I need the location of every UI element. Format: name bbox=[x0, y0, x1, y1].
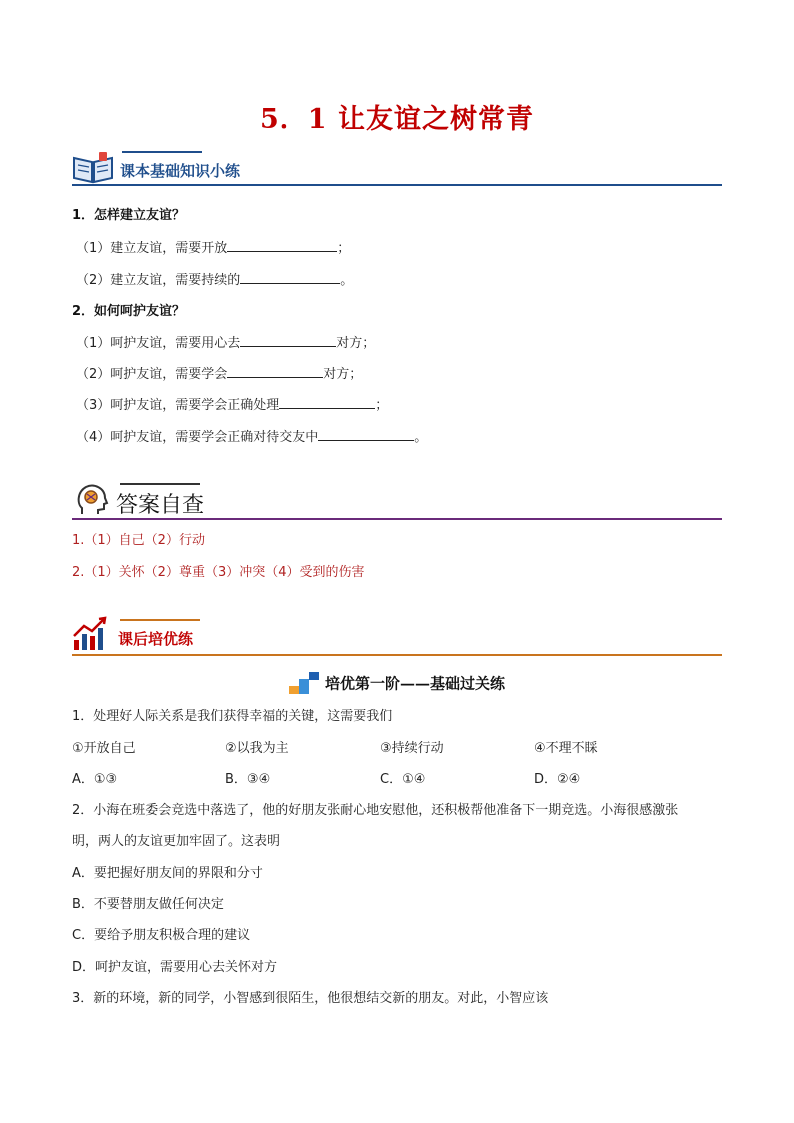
answer-blank[interactable] bbox=[240, 269, 340, 284]
header-accent-bar bbox=[120, 619, 200, 621]
section-header-answers bbox=[72, 480, 722, 520]
header-divider bbox=[72, 518, 722, 520]
fill-blank-item: （1）建立友谊，需要开放 ； bbox=[76, 237, 350, 256]
choice-item: ④不理不睬 bbox=[534, 741, 598, 756]
section-title: 课本基础知识小练 bbox=[120, 162, 241, 180]
choice-item: ③持续行动 bbox=[380, 741, 444, 756]
option-a[interactable]: A．①③ bbox=[72, 772, 118, 787]
page-title: 5．1 让友谊之树常青 bbox=[260, 104, 534, 135]
option-c[interactable]: C．①④ bbox=[380, 772, 426, 787]
question-stem-continued: 明，两人的友谊更加牢固了。这表明 bbox=[72, 834, 281, 849]
stage-heading: 培优第一阶——基础过关练 bbox=[0, 672, 794, 694]
growth-chart-icon bbox=[72, 616, 108, 652]
fill-blank-item: （2）呵护友谊，需要学会 对方； bbox=[76, 363, 362, 382]
steps-icon bbox=[289, 672, 319, 694]
answer-blank[interactable] bbox=[240, 332, 336, 347]
header-divider bbox=[72, 654, 722, 656]
option-d[interactable]: D．②④ bbox=[534, 772, 581, 787]
section-header-basics bbox=[72, 146, 722, 186]
fill-blank-item: （2）建立友谊，需要持续的 。 bbox=[76, 269, 353, 288]
section-title: 答案自查 bbox=[116, 493, 205, 518]
answer-blank[interactable] bbox=[318, 426, 414, 441]
fill-blank-item: （3）呵护友谊，需要学会正确处理 ； bbox=[76, 394, 388, 413]
option-d[interactable]: D．呵护友谊，需要用心去关怀对方 bbox=[72, 960, 278, 975]
question-stem: 1．处理好人际关系是我们获得幸福的关键，这需要我们 bbox=[72, 709, 393, 724]
option-b[interactable]: B．不要替朋友做任何决定 bbox=[72, 897, 224, 912]
answer-line: 2.（1）关怀（2）尊重（3）冲突（4）受到的伤害 bbox=[72, 565, 365, 580]
question-heading: 2．如何呵护友谊？ bbox=[72, 304, 186, 319]
fill-blank-item: （1）呵护友谊，需要用心去 对方； bbox=[76, 332, 375, 351]
answer-blank[interactable] bbox=[227, 363, 323, 378]
header-accent-bar bbox=[122, 151, 202, 153]
choice-item: ①开放自己 bbox=[72, 741, 136, 756]
answer-blank[interactable] bbox=[227, 237, 337, 252]
section-title: 课后培优练 bbox=[118, 630, 194, 648]
choice-item: ②以我为主 bbox=[225, 741, 289, 756]
open-book-icon bbox=[72, 150, 114, 184]
question-heading: 1．怎样建立友谊？ bbox=[72, 208, 186, 223]
thinking-head-icon bbox=[74, 482, 110, 518]
option-c[interactable]: C．要给予朋友积极合理的建议 bbox=[72, 928, 251, 943]
section-header-practice bbox=[72, 616, 722, 656]
answer-blank[interactable] bbox=[279, 394, 375, 409]
option-a[interactable]: A．要把握好朋友间的界限和分寸 bbox=[72, 866, 263, 881]
option-b[interactable]: B．③④ bbox=[225, 772, 271, 787]
fill-blank-item: （4）呵护友谊，需要学会正确对待交友中 。 bbox=[76, 426, 427, 445]
question-stem: 2．小海在班委会竞选中落选了，他的好朋友张耐心地安慰他，还积极帮他准备下一期竞选。小海很感激张 bbox=[72, 803, 679, 818]
header-accent-bar bbox=[120, 483, 200, 485]
question-stem: 3．新的环境，新的同学，小智感到很陌生，他很想结交新的朋友。对此，小智应该 bbox=[72, 991, 549, 1006]
header-divider bbox=[72, 184, 722, 186]
answer-line: 1.（1）自己（2）行动 bbox=[72, 533, 205, 548]
